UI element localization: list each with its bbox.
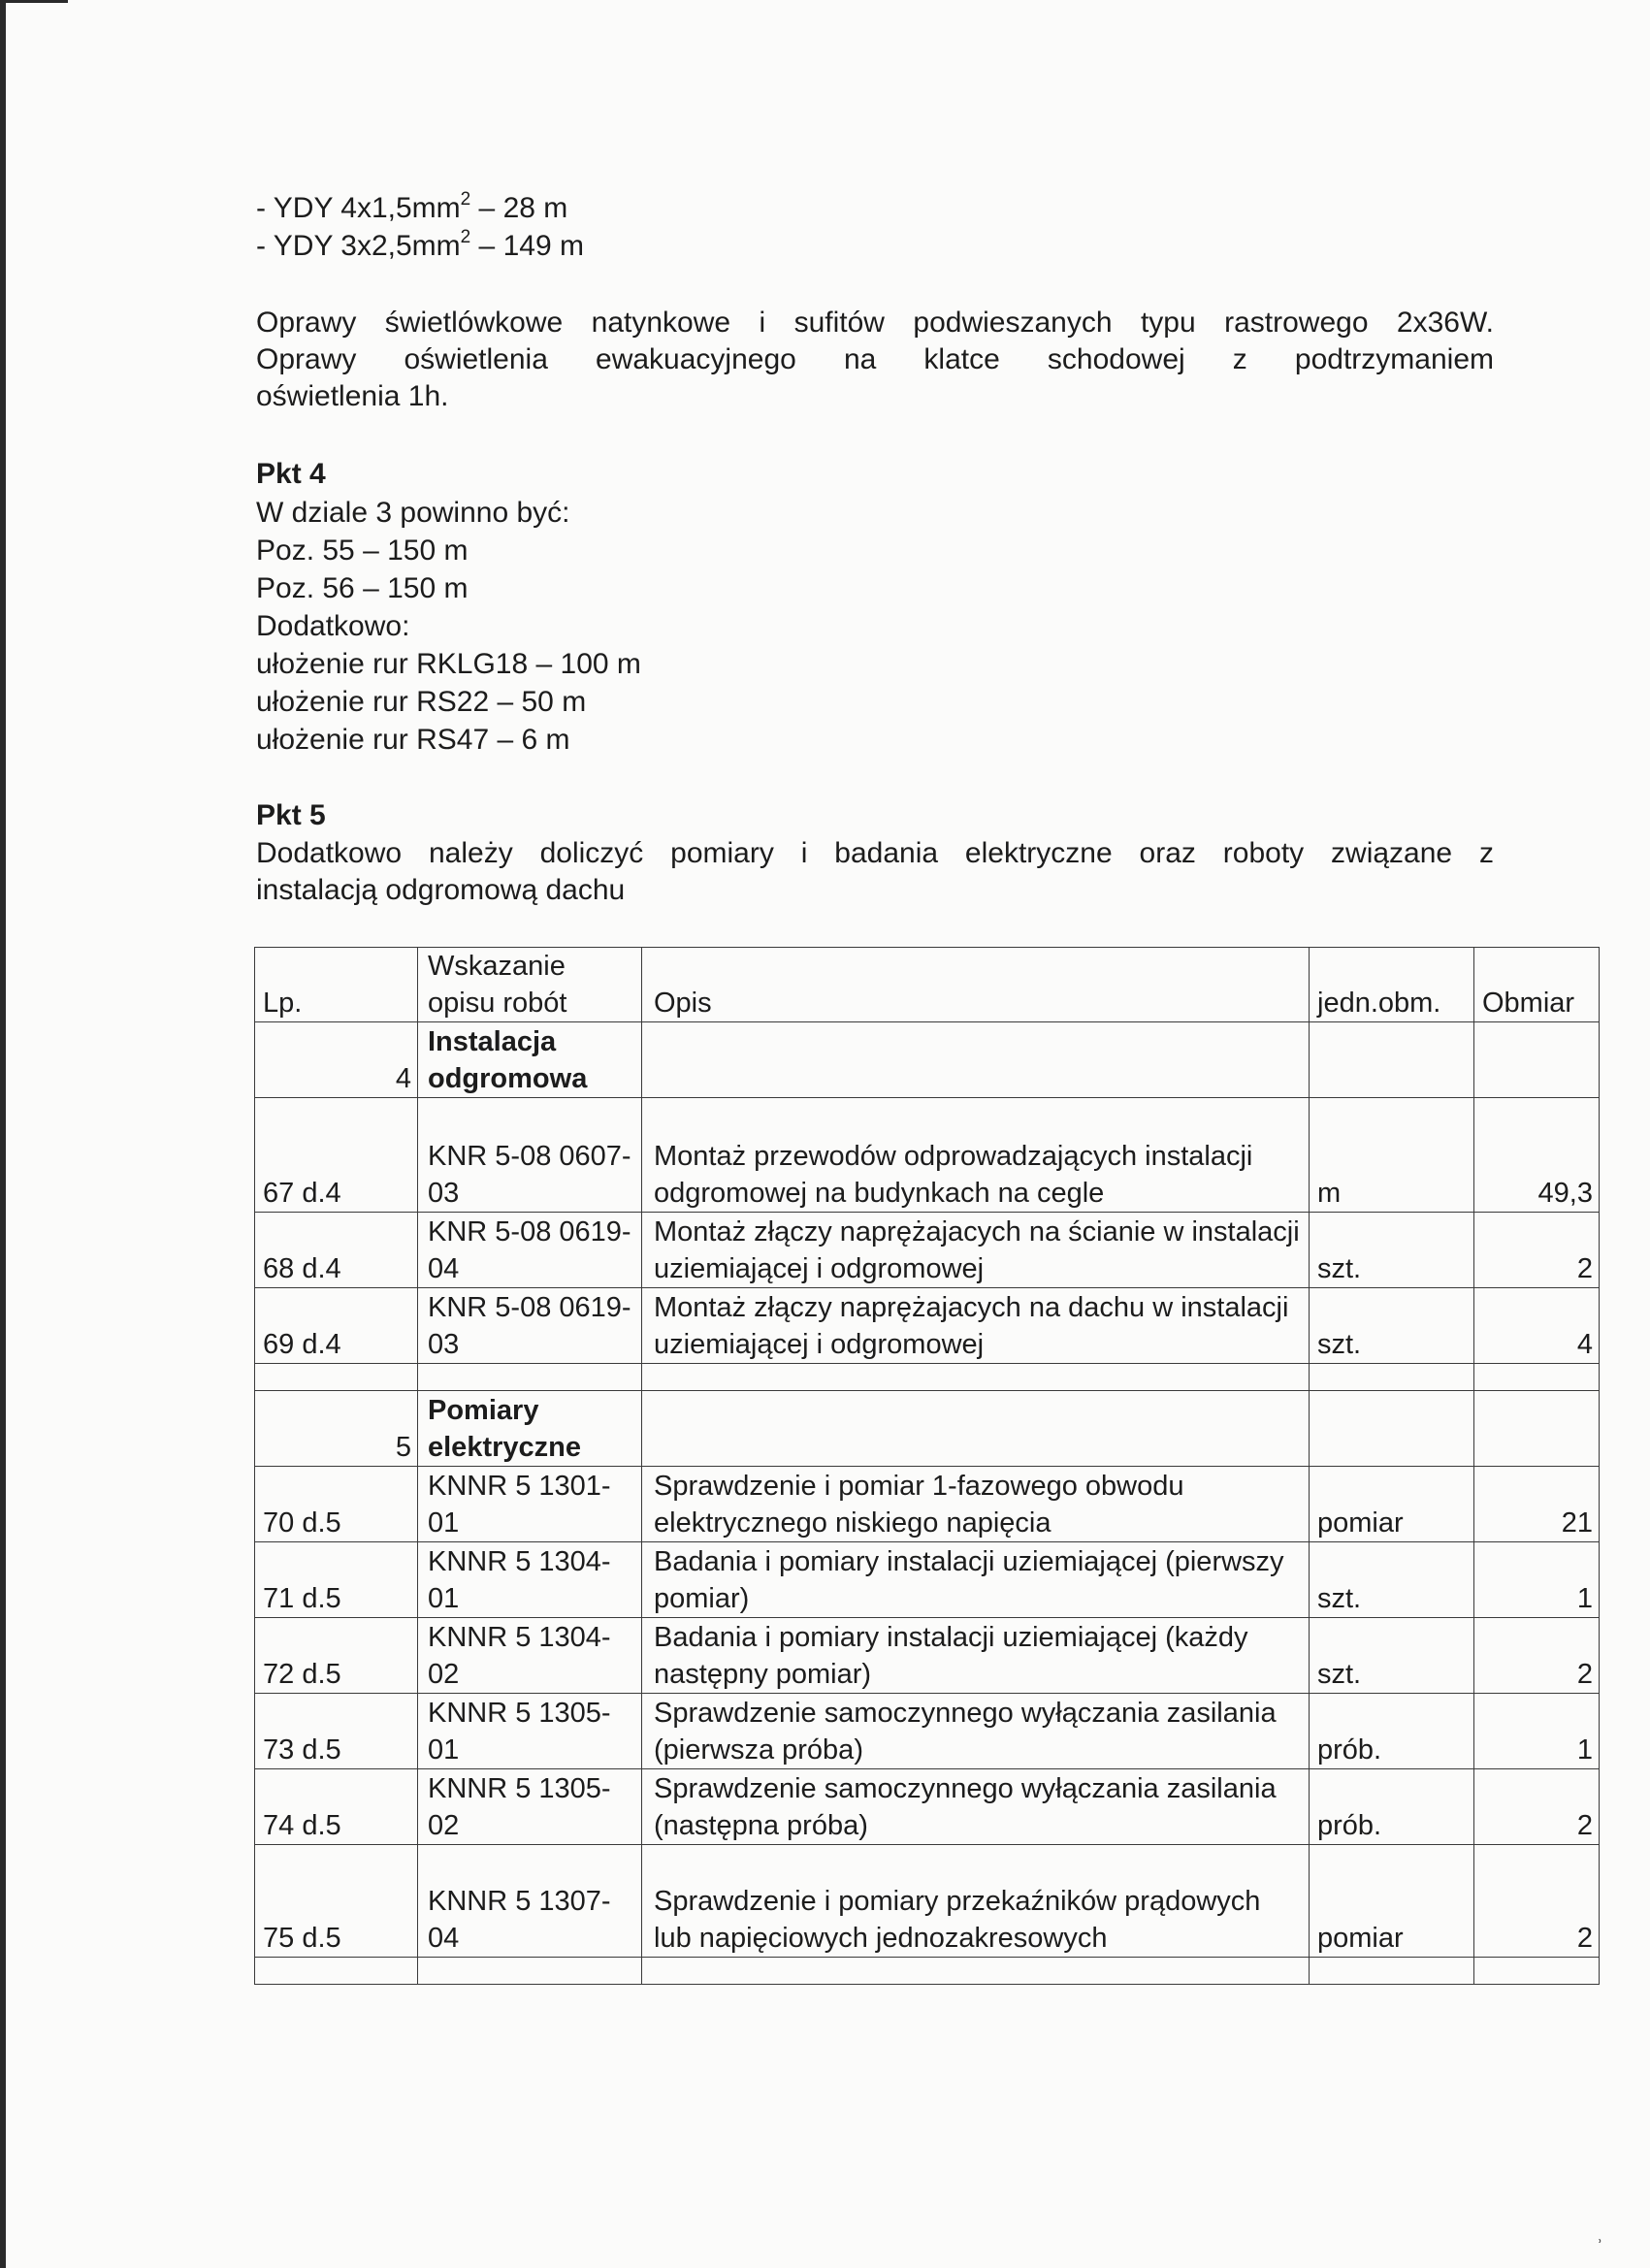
cell-description <box>642 1022 1310 1098</box>
header-description: Opis <box>642 948 1310 1022</box>
cell-unit: prób. <box>1310 1769 1474 1845</box>
cell-reference: KNNR 5 1304-01 <box>418 1542 642 1618</box>
section-row <box>255 1391 1600 1467</box>
scan-left-edge <box>0 0 6 2268</box>
pkt5-heading: Pkt 5 <box>256 799 326 831</box>
table-row <box>255 1288 1600 1364</box>
table-row <box>255 1845 1600 1958</box>
cell-quantity <box>1474 1391 1600 1467</box>
cell-reference <box>418 1364 642 1391</box>
cell-reference: Instalacja odgromowa <box>418 1022 642 1098</box>
table-row <box>255 1542 1600 1618</box>
cell-description: Sprawdzenie i pomiar 1-fazowego obwodu elektrycznego niskiego napięcia <box>642 1467 1310 1542</box>
cell-unit: m <box>1310 1098 1474 1213</box>
fixtures-line-2: Oprawy oświetlenia ewakuacyjnego na klatce schodowej z podtrzymaniem <box>256 343 1494 375</box>
cell-description: Montaż złączy naprężajacych na dachu w instalacji uziemiającej i odgromowej <box>642 1288 1310 1364</box>
cell-description: Montaż złączy naprężajacych na ścianie w instalacji uziemiającej i odgromowej <box>642 1213 1310 1288</box>
fixtures-line-1: Oprawy świetlówkowe natynkowe i sufitów podwieszanych typu rastrowego 2x36W. <box>256 307 1494 339</box>
cell-description: Badania i pomiary instalacji uziemiającej (pierwszy pomiar) <box>642 1542 1310 1618</box>
table-row <box>255 1694 1600 1769</box>
pkt4-heading: Pkt 4 <box>256 458 326 490</box>
pkt4-line: Poz. 55 – 150 m <box>256 535 469 567</box>
table-row <box>255 1618 1600 1694</box>
cell-unit: szt. <box>1310 1213 1474 1288</box>
pkt4-line: Poz. 56 – 150 m <box>256 572 469 604</box>
cell-reference <box>418 1958 642 1985</box>
pkt4-line: Dodatkowo: <box>256 610 410 642</box>
cell-lp <box>255 1958 418 1985</box>
cell-unit: szt. <box>1310 1288 1474 1364</box>
cell-reference: KNNR 5 1301-01 <box>418 1467 642 1542</box>
cell-unit <box>1310 1364 1474 1391</box>
header-lp: Lp. <box>255 948 418 1022</box>
cell-reference: KNR 5-08 0607-03 <box>418 1098 642 1213</box>
cell-reference: Pomiary elektryczne <box>418 1391 642 1467</box>
cell-lp: 72 d.5 <box>255 1618 418 1694</box>
cell-reference: KNNR 5 1305-02 <box>418 1769 642 1845</box>
cell-quantity: 1 <box>1474 1694 1600 1769</box>
cell-quantity: 2 <box>1474 1618 1600 1694</box>
cell-description: Sprawdzenie i pomiary przekaźników prądowych lub napięciowych jednozakresowych <box>642 1845 1310 1958</box>
cable-line-2 <box>256 228 584 265</box>
cell-unit: prób. <box>1310 1694 1474 1769</box>
cell-lp: 68 d.4 <box>255 1213 418 1288</box>
pkt5-paragraph <box>256 835 1494 909</box>
table-row <box>255 1098 1600 1213</box>
cable-1-length: – 28 m <box>470 192 568 224</box>
cable-1-sup: 2 <box>460 189 471 210</box>
fixtures-line-3: oświetlenia 1h. <box>256 380 449 412</box>
cell-lp: 71 d.5 <box>255 1542 418 1618</box>
cell-lp: 75 d.5 <box>255 1845 418 1958</box>
cell-reference: KNNR 5 1305-01 <box>418 1694 642 1769</box>
cell-unit: pomiar <box>1310 1845 1474 1958</box>
table-row <box>255 1467 1600 1542</box>
header-quantity: Obmiar <box>1474 948 1600 1022</box>
cell-lp: 69 d.4 <box>255 1288 418 1364</box>
cell-quantity: 21 <box>1474 1467 1600 1542</box>
pkt4-line: ułożenie rur RS47 – 6 m <box>256 724 570 756</box>
cell-description: Sprawdzenie samoczynnego wyłączania zasilania (następna próba) <box>642 1769 1310 1845</box>
cell-reference: KNNR 5 1304-02 <box>418 1618 642 1694</box>
cell-description: Montaż przewodów odprowadzających instalacji odgromowej na budynkach na cegle <box>642 1098 1310 1213</box>
cell-lp: 70 d.5 <box>255 1467 418 1542</box>
cell-unit <box>1310 1022 1474 1098</box>
cell-unit: szt. <box>1310 1618 1474 1694</box>
cell-lp <box>255 1364 418 1391</box>
cell-lp: 74 d.5 <box>255 1769 418 1845</box>
cell-description: Badania i pomiary instalacji uziemiającej (każdy następny pomiar) <box>642 1618 1310 1694</box>
cable-line-1 <box>256 190 567 227</box>
cell-quantity: 2 <box>1474 1845 1600 1958</box>
cell-unit <box>1310 1391 1474 1467</box>
cell-reference: KNNR 5 1307-04 <box>418 1845 642 1958</box>
corner-mark: ˒ <box>1597 2227 1603 2249</box>
cell-quantity: 2 <box>1474 1769 1600 1845</box>
cell-reference: KNR 5-08 0619-03 <box>418 1288 642 1364</box>
scan-top-edge <box>0 0 68 3</box>
pkt4-line: ułożenie rur RS22 – 50 m <box>256 686 587 718</box>
cell-description <box>642 1364 1310 1391</box>
cell-description <box>642 1958 1310 1985</box>
cell-reference: KNR 5-08 0619-04 <box>418 1213 642 1288</box>
header-reference: Wskazanie opisu robót <box>418 948 642 1022</box>
cell-quantity <box>1474 1022 1600 1098</box>
cell-unit <box>1310 1958 1474 1985</box>
pkt4-line: W dziale 3 powinno być: <box>256 497 570 529</box>
cable-2-length: – 149 m <box>470 230 584 262</box>
section-row <box>255 1022 1600 1098</box>
cable-2-sup: 2 <box>460 227 471 247</box>
cell-unit: pomiar <box>1310 1467 1474 1542</box>
header-unit: jedn.obm. <box>1310 948 1474 1022</box>
cell-quantity: 4 <box>1474 1288 1600 1364</box>
cell-lp: 4 <box>255 1022 418 1098</box>
cell-quantity <box>1474 1364 1600 1391</box>
cell-description <box>642 1391 1310 1467</box>
table-row <box>255 1769 1600 1845</box>
cable-1-text: - YDY 4x1,5mm <box>256 192 461 224</box>
cell-quantity: 49,3 <box>1474 1098 1600 1213</box>
cell-lp: 5 <box>255 1391 418 1467</box>
pkt5-line-1: Dodatkowo należy doliczyć pomiary i badania elektryczne oraz roboty związane z <box>256 837 1494 869</box>
cell-lp: 67 d.4 <box>255 1098 418 1213</box>
works-table <box>254 947 1600 1985</box>
spacer-row <box>255 1364 1600 1391</box>
table-header-row <box>255 948 1600 1022</box>
cell-lp: 73 d.5 <box>255 1694 418 1769</box>
table-body <box>255 1022 1600 1985</box>
table-row <box>255 1213 1600 1288</box>
pkt4-line: ułożenie rur RKLG18 – 100 m <box>256 648 641 680</box>
cable-2-text: - YDY 3x2,5mm <box>256 230 461 262</box>
fixtures-paragraph <box>256 305 1494 415</box>
cell-description: Sprawdzenie samoczynnego wyłączania zasilania (pierwsza próba) <box>642 1694 1310 1769</box>
cell-unit: szt. <box>1310 1542 1474 1618</box>
pkt5-line-2: instalacją odgromową dachu <box>256 874 626 906</box>
spacer-row <box>255 1958 1600 1985</box>
cell-quantity <box>1474 1958 1600 1985</box>
cell-quantity: 1 <box>1474 1542 1600 1618</box>
cell-quantity: 2 <box>1474 1213 1600 1288</box>
